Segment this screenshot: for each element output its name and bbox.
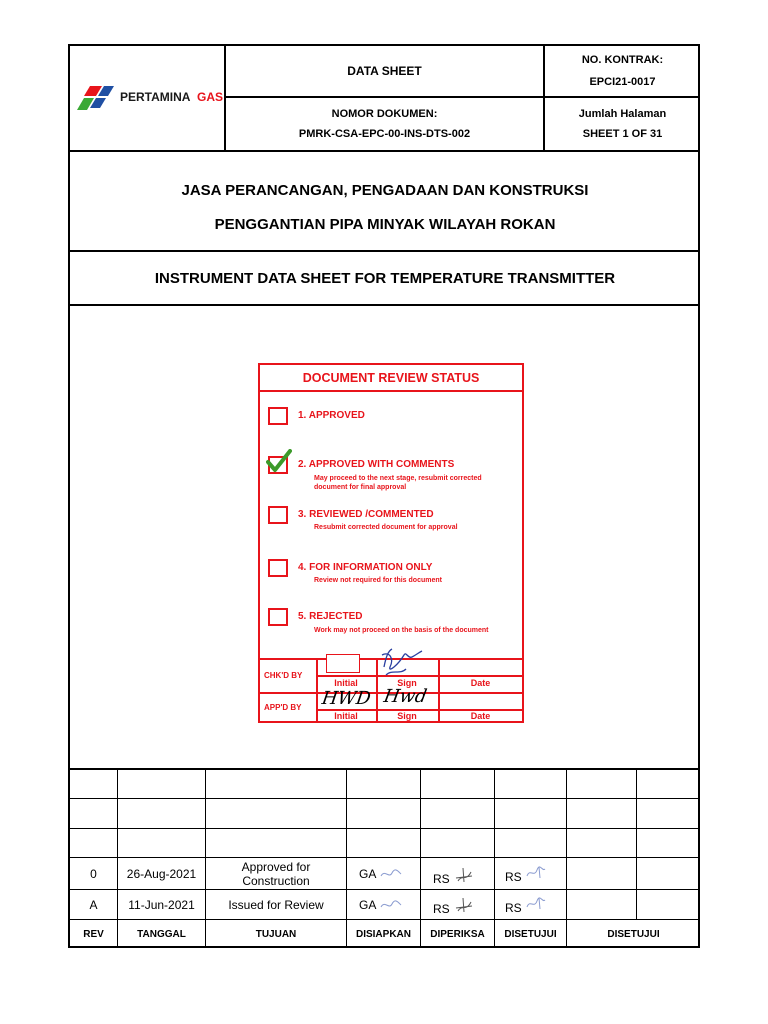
checkmark-icon (266, 449, 292, 473)
document-number: PMRK-CSA-EPC-00-INS-DTS-002 (298, 128, 471, 140)
signature-icon (380, 868, 402, 880)
approved-initials: RS (505, 869, 522, 884)
pertamina-logo-icon (76, 82, 116, 112)
project-title-line2: PENGGANTIAN PIPA MINYAK WILAYAH ROKAN (214, 216, 556, 233)
appd-initial-handwriting: HWD (320, 688, 373, 709)
rev-row-1-rev: A (89, 897, 98, 912)
option-approved-label: 1. APPROVED (298, 410, 365, 421)
approved-checkbox[interactable] (268, 407, 288, 425)
rev-row-0-purpose: Approved for Construction (241, 859, 311, 888)
signature-icon (454, 896, 474, 914)
reviewed-commented-checkbox[interactable] (268, 506, 288, 524)
appd-date-caption: Date (470, 711, 491, 721)
option-approved-comments-note: May proceed to the next stage, resubmit corrected document for final approval (314, 475, 482, 491)
rev-row-0-approved (495, 858, 566, 889)
rev-row-1-prepared (347, 890, 420, 919)
contract-label: NO. KONTRAK: (581, 54, 664, 66)
document-title: INSTRUMENT DATA SHEET FOR TEMPERATURE TRANSMITTER (154, 269, 616, 287)
col-header-purpose: TUJUAN (255, 928, 297, 940)
chkd-sign-caption: Sign (397, 678, 417, 688)
option-reviewed-note: Resubmit corrected document for approval (314, 524, 458, 531)
option-rejected-label: 5. REJECTED (298, 611, 363, 622)
rev-row-1-checked (421, 890, 494, 919)
option-rejected-note: Work may not proceed on the basis of the document (314, 627, 489, 634)
signature-icon (454, 866, 474, 884)
rev-row-0-checked (421, 858, 494, 889)
option-reviewed-label: 3. REVIEWED /COMMENTED (298, 509, 434, 520)
contract-block (545, 46, 700, 96)
approved-by-label: APP'D BY (264, 703, 302, 712)
approved-initials: RS (505, 900, 522, 915)
doc-type-label: DATA SHEET (347, 64, 422, 78)
prepared-initials: GA (359, 897, 377, 912)
col-header-approved: DISETUJUI (504, 928, 557, 940)
appd-initial-caption: Initial (334, 711, 358, 721)
logo-text-accent: GAS (197, 90, 224, 104)
page-count-label: Jumlah Halaman (578, 108, 667, 120)
col-header-prepared: DISIAPKAN (355, 928, 411, 940)
project-title (70, 152, 700, 250)
col-header-date: TANGGAL (137, 928, 186, 940)
rev-row-1-purpose: Issued for Review (228, 897, 324, 912)
signature-icon (526, 866, 546, 880)
prepared-initials: GA (359, 866, 377, 881)
appd-sign-caption: Sign (397, 711, 417, 721)
rev-row-1-date: 11-Jun-2021 (128, 897, 195, 912)
for-information-checkbox[interactable] (268, 559, 288, 577)
col-header-checked: DIPERIKSA (430, 928, 485, 940)
stamp-title: DOCUMENT REVIEW STATUS (302, 370, 480, 385)
rev-row-0-rev: 0 (90, 866, 97, 881)
logo-text-main: PERTAMINA (120, 90, 191, 104)
col-header-approved-2: DISETUJUI (607, 928, 660, 940)
company-logo (76, 82, 226, 112)
document-number-label: NOMOR DOKUMEN: (331, 108, 438, 120)
rev-row-1-approved (495, 890, 566, 919)
project-title-line1: JASA PERANCANGAN, PENGADAAN DAN KONSTRUKSI (181, 182, 589, 199)
page-count-block (545, 98, 700, 150)
col-header-rev: REV (83, 928, 104, 940)
rev-row-0-date: 26-Aug-2021 (126, 866, 197, 881)
chkd-signature-icon (376, 645, 426, 681)
option-approved-comments-label: 2. APPROVED WITH COMMENTS (298, 459, 455, 470)
chkd-date-caption: Date (470, 678, 491, 688)
signature-icon (526, 897, 546, 911)
checked-initials: RS (433, 871, 450, 886)
document-number-block (226, 98, 543, 150)
option-information-label: 4. FOR INFORMATION ONLY (298, 562, 433, 573)
checked-initials: RS (433, 901, 450, 916)
rejected-checkbox[interactable] (268, 608, 288, 626)
chkd-initial-caption: Initial (334, 678, 358, 688)
checked-by-label: CHK'D BY (264, 671, 303, 680)
review-status-stamp (258, 363, 524, 723)
option-information-note: Review not required for this document (314, 577, 442, 584)
signature-icon (380, 899, 402, 911)
contract-number: EPCI21-0017 (589, 76, 656, 88)
rev-row-0-prepared (347, 858, 420, 889)
chkd-initial-box (326, 654, 360, 673)
appd-sign-handwriting: Hwd (382, 686, 429, 707)
page-count-value: SHEET 1 OF 31 (582, 128, 663, 140)
